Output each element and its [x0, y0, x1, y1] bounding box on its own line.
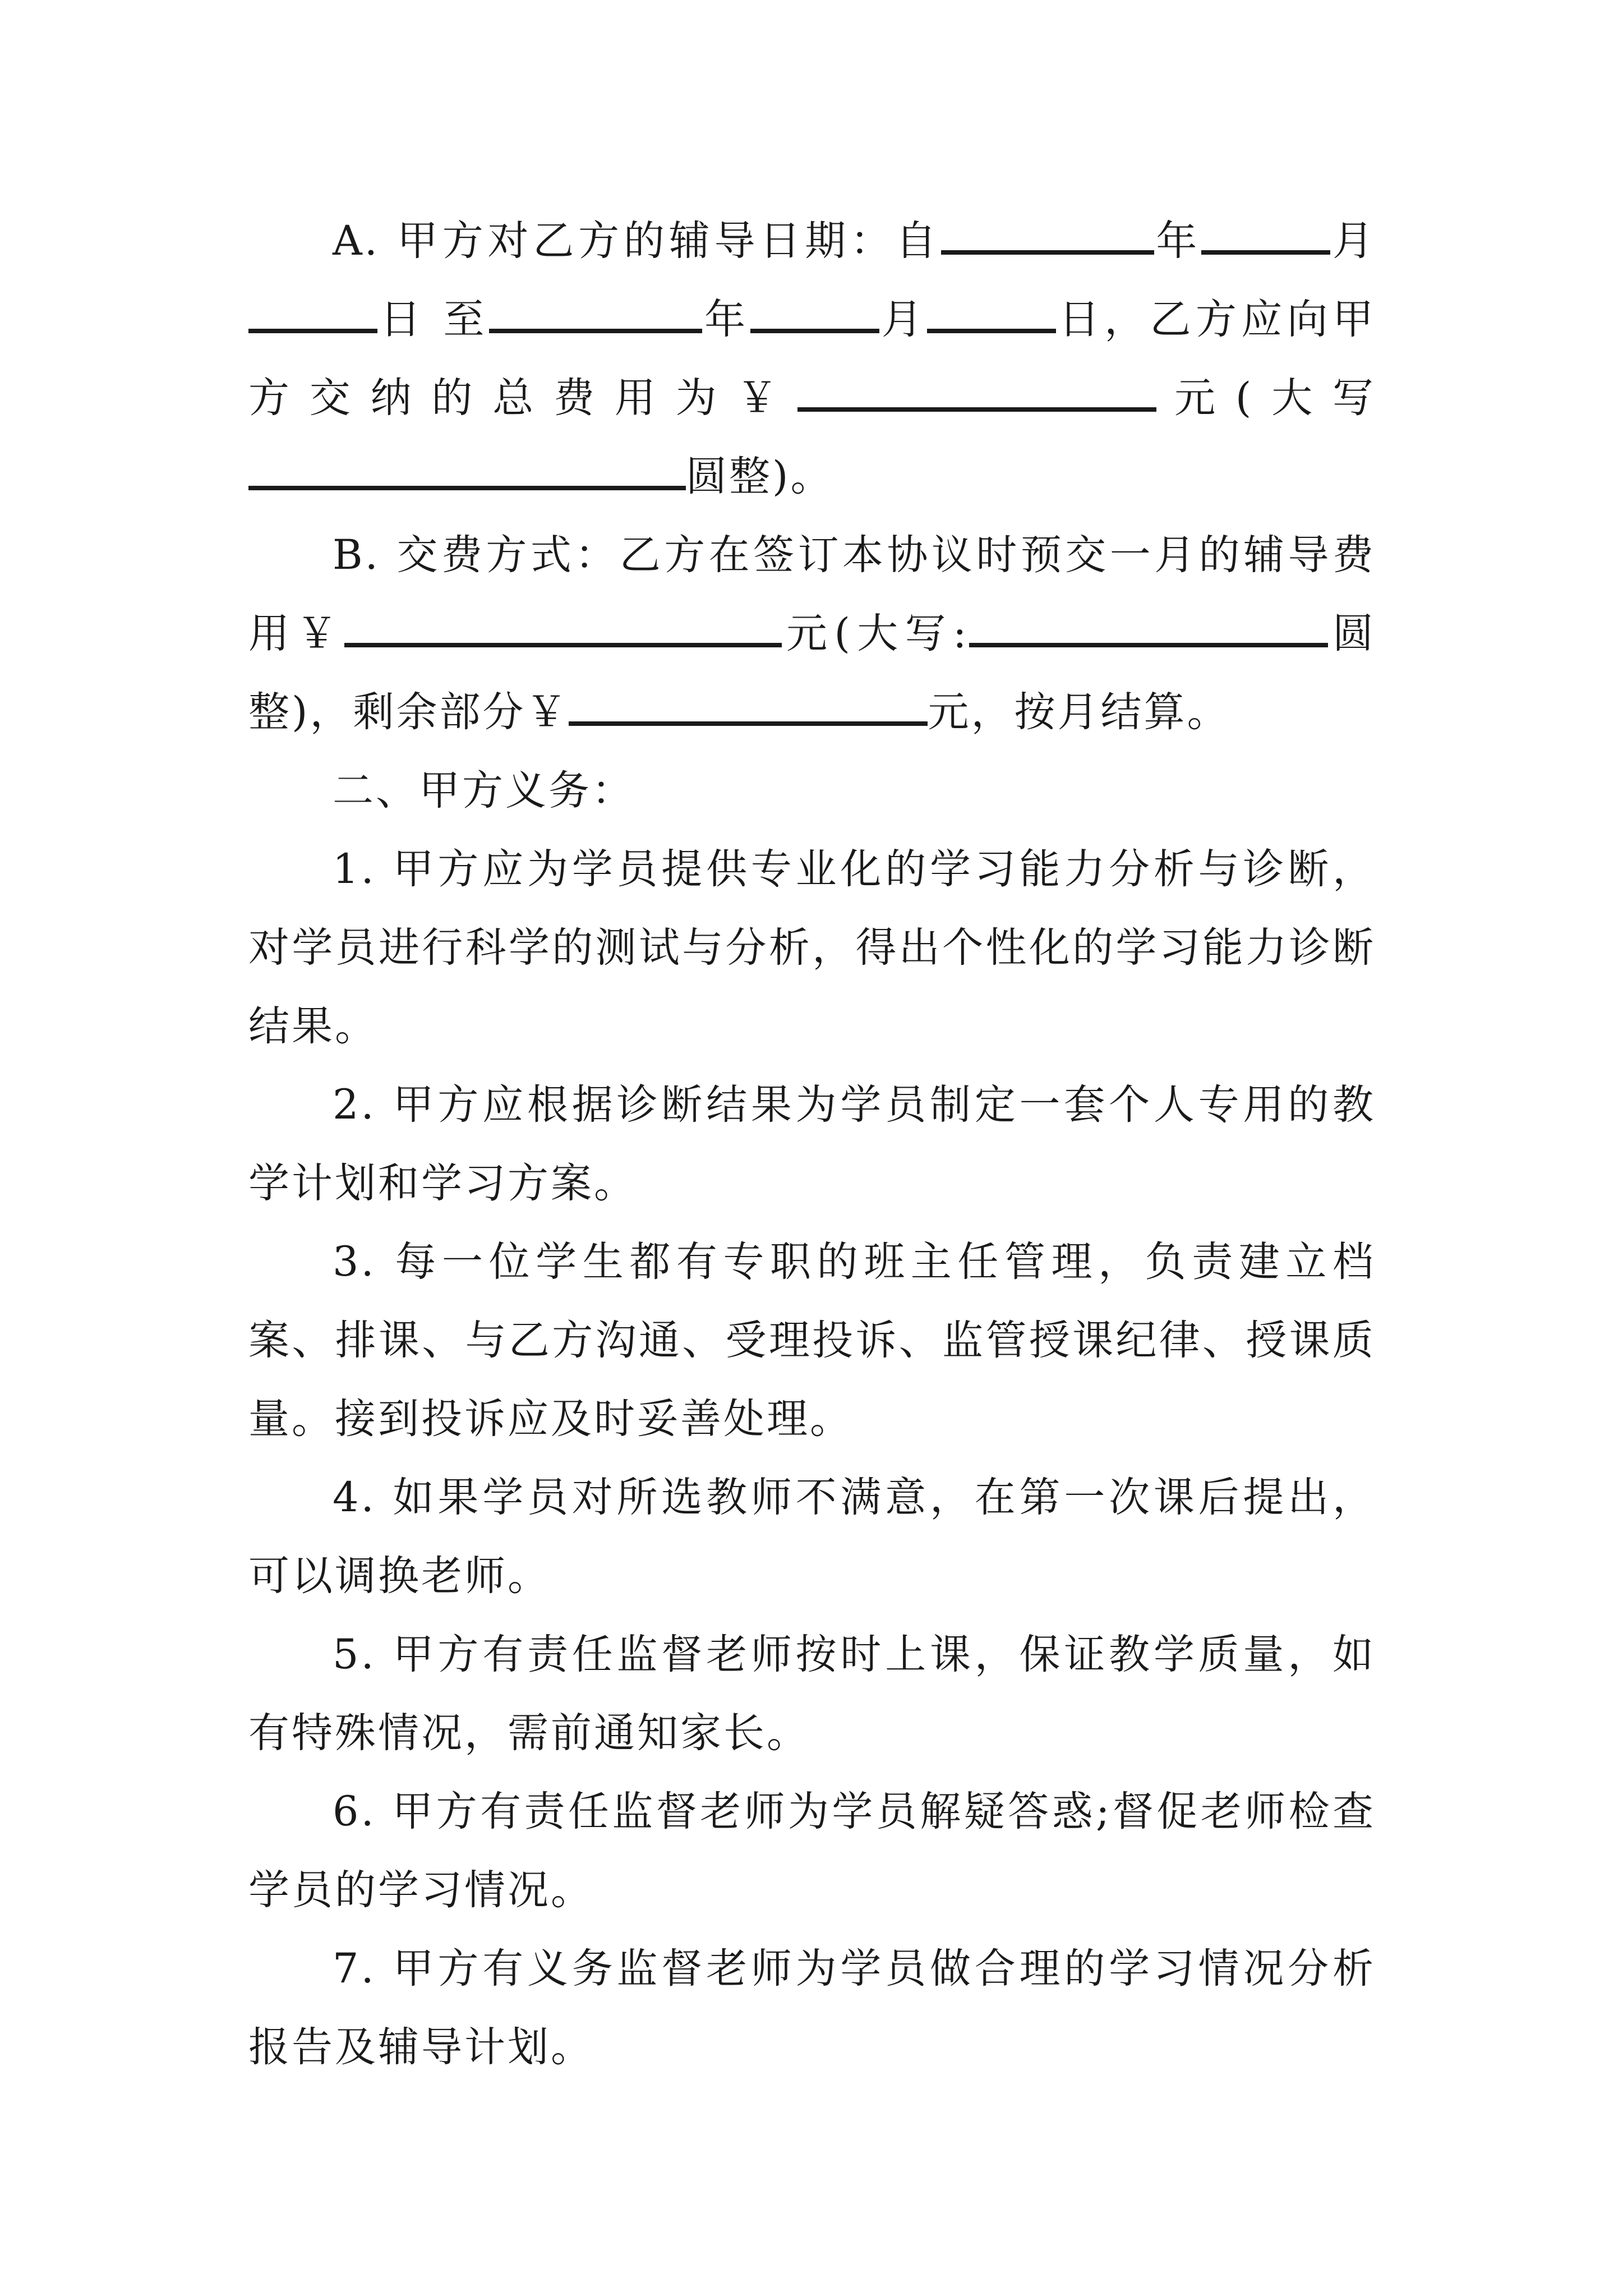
text-segment: B. 交费方式：乙方在签订本协议时预交一月的辅导费用￥: [248, 531, 1376, 657]
text-segment: 月: [879, 296, 928, 343]
text-segment: 日 至: [377, 296, 489, 343]
text-segment: 月: [1330, 217, 1376, 265]
text-segment: 圆整)。: [686, 453, 834, 500]
text-segment: 日，乙方应向甲方交纳的总费用为￥: [248, 296, 1376, 422]
text-segment: 元，按月结算。: [928, 688, 1230, 736]
section-heading-party-a-duties: 二、甲方义务：: [333, 767, 635, 815]
paragraph-a: [248, 202, 1376, 516]
fill-blank-start-day: [248, 287, 377, 333]
fill-blank-total-fee: [797, 366, 1156, 412]
fill-blank-end-month: [750, 287, 879, 333]
fill-blank-prepay-fee: [344, 601, 782, 647]
text-segment: A. 甲方对乙方的辅导日期：自: [333, 217, 941, 265]
text-segment: 元(大写: [1156, 374, 1376, 422]
list-item: 5. 甲方有责任监督老师按时上课，保证教学质量，如有特殊情况，需前通知家长。: [248, 1631, 1376, 1757]
fill-blank-prepay-fee-words: [969, 601, 1328, 647]
list-item: 3. 每一位学生都有专职的班主任管理，负责建立档案、排课、与乙方沟通、受理投诉、监管授课纪律、授课质量。接到投诉应及时妥善处理。: [248, 1238, 1376, 1443]
list-item: 1. 甲方应为学员提供专业化的学习能力分析与诊断，对学员进行科学的测试与分析，得出个性化的学习能力诊断结果。: [248, 845, 1376, 1050]
list-item: 4. 如果学员对所选教师不满意，在第一次课后提出，可以调换老师。: [248, 1474, 1376, 1600]
paragraph-b: [248, 516, 1376, 752]
text-segment: 元(大写:: [781, 610, 969, 657]
text-segment: 年: [702, 296, 750, 343]
fill-blank-end-day: [927, 287, 1056, 333]
text-segment: 年: [1154, 217, 1202, 265]
fill-blank-end-year: [489, 287, 702, 333]
text-segment: 圆整)，剩余部分￥: [248, 610, 1376, 736]
fill-blank-total-fee-words: [248, 444, 686, 490]
fill-blank-start-month: [1201, 209, 1330, 255]
list-item: 6. 甲方有责任监督老师为学员解疑答惑;督促老师检查学员的学习情况。: [248, 1788, 1376, 1914]
list-item: 2. 甲方应根据诊断结果为学员制定一套个人专用的教学计划和学习方案。: [248, 1081, 1376, 1207]
document-body: [248, 202, 1376, 2087]
fill-blank-start-year: [941, 209, 1154, 255]
fill-blank-remaining-fee: [569, 680, 928, 726]
list-item: 7. 甲方有义务监督老师为学员做合理的学习情况分析报告及辅导计划。: [248, 1945, 1376, 2071]
